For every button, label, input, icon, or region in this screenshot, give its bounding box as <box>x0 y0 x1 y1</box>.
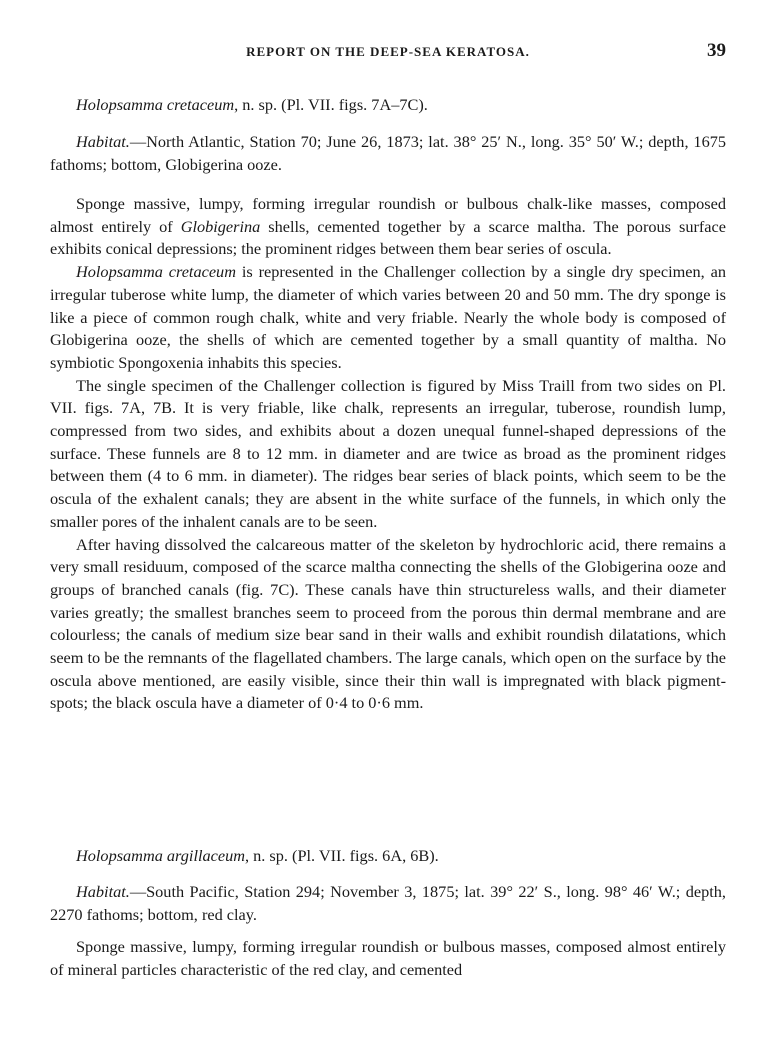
species1-p2-name: Holopsamma cretaceum <box>76 262 236 282</box>
species2-heading <box>50 845 726 868</box>
species1-paragraph-3: The single specimen of the Challenger collection is figured by Miss Traill from two sides on Pl. VII. figs. 7A, 7B. It is very friable, like chalk, represents an irregular, tuberose, roundish lump, compressed from two sides, and exhibits about a dozen unequal funnel-shaped depressions of the surface. These funnels are 8 to 12 mm. in diameter and are twice as broad as the prominent ridges between them (4 to 6 mm. in diameter). The ridges bear series of black points, which seem to be the oscula of the exhalent canals; they are absent in the white surface of the funnels, in which only the smaller pores of the inhalent canals are to be seen. <box>50 375 726 531</box>
species1-p2-text: is represented in the Challenger collection by a single dry specimen, an irregular tuberose white lump, the diameter of which varies between 20 and 50 mm. The dry sponge is like a piece of common rough chalk, white and very friable. Nearly the whole body is composed of Globigerina ooze, the shells of which are cemented together by a small quantity of maltha. No symbiotic Spongoxenia inhabits this species. <box>50 262 726 372</box>
species1-habitat-block <box>50 131 726 176</box>
species1-section <box>50 94 726 117</box>
species1-habitat-text: —North Atlantic, Station 70; June 26, 1873; lat. 38° 25′ N., long. 35° 50′ W.; depth, 1675 fathoms; bottom, Globigerina ooze. <box>50 132 726 174</box>
species2-habitat-label: Habitat. <box>76 882 130 901</box>
species1-paragraph-2 <box>50 261 726 375</box>
page-header <box>50 40 726 68</box>
species2-section <box>50 845 726 868</box>
species1-name: Holopsamma cretaceum <box>76 95 235 114</box>
species1-p1-genus: Globigerina <box>180 216 261 236</box>
species1-heading-rest: , n. sp. (Pl. VII. figs. 7A–7C). <box>234 95 428 114</box>
species2-paragraph-1: Sponge massive, lumpy, forming irregular roundish or bulbous masses, composed almost entirely of mineral particles characteristic of the red clay, and cemented <box>50 937 726 979</box>
species1-habitat-label: Habitat. <box>76 132 130 151</box>
species1-description <box>50 193 726 715</box>
page-number: 39 <box>707 40 726 61</box>
species2-habitat-text: —South Pacific, Station 294; November 3, 1875; lat. 39° 22′ S., long. 98° 46′ W.; depth, 2270 fathoms; bottom, red clay. <box>50 882 726 924</box>
species1-p1-a: Sponge massive, lumpy, forming irregular roundish or bulbous chalk-like masses, composed almost entirely of <box>50 194 726 236</box>
species2-habitat <box>50 881 726 926</box>
species1-habitat <box>50 131 726 176</box>
species1-paragraph-1 <box>50 193 726 261</box>
species2-name: Holopsamma argillaceum <box>76 846 245 865</box>
species1-p1-b: shells, cemented together by a scarce maltha. The porous surface exhibits conical depressions; the prominent ridges between them bear series of oscula. <box>50 216 726 259</box>
species1-heading <box>50 94 726 117</box>
species2-habitat-block <box>50 881 726 926</box>
species2-description <box>50 936 726 981</box>
species2-heading-rest: , n. sp. (Pl. VII. figs. 6A, 6B). <box>244 846 439 865</box>
species1-paragraph-4: After having dissolved the calcareous matter of the skeleton by hydrochloric acid, there remains a very small residuum, composed of the scarce maltha connecting the shells of the Globigerina ooze and groups of branched canals (fig. 7C). These canals have thin structureless walls, and their diameter varies greatly; the smallest branches seem to proceed from the porous thin dermal membrane and are colourless; the canals of medium size bear sand in their walls and exhibit roundish dilatations, which seem to be the remnants of the flagellated chambers. The large canals, which open on the surface by the oscula above mentioned, are easily visible, since their thin wall is impregnated with black pigment-spots; the black oscula have a diameter of 0·4 to 0·6 mm. <box>50 534 726 713</box>
running-title: REPORT ON THE DEEP-SEA KERATOSA. <box>246 44 530 59</box>
